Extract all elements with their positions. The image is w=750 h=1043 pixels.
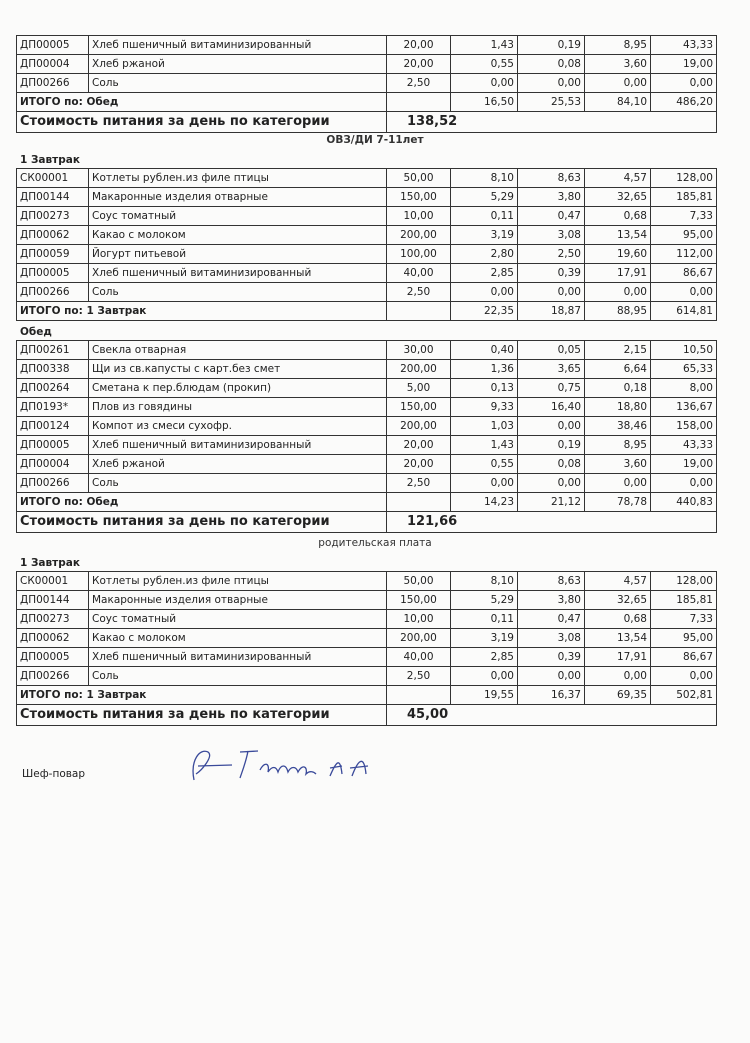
item-calories: 95,00	[651, 226, 717, 245]
item-protein: 1,36	[451, 360, 518, 379]
item-name: Соус томатный	[89, 207, 387, 226]
item-quantity: 5,00	[387, 379, 451, 398]
item-code: СК00001	[17, 169, 89, 188]
item-carbs: 0,00	[585, 74, 651, 93]
item-carbs: 0,00	[585, 283, 651, 302]
item-fat: 0,00	[518, 667, 585, 686]
item-fat: 0,00	[518, 417, 585, 436]
item-carbs: 0,18	[585, 379, 651, 398]
item-quantity: 2,50	[387, 74, 451, 93]
table-row	[17, 360, 717, 379]
item-quantity: 20,00	[387, 436, 451, 455]
item-carbs: 3,60	[585, 455, 651, 474]
item-carbs: 0,68	[585, 610, 651, 629]
item-calories: 43,33	[651, 36, 717, 55]
menu-table	[16, 340, 717, 533]
item-protein: 0,11	[451, 610, 518, 629]
table-row	[17, 436, 717, 455]
item-protein: 0,00	[451, 667, 518, 686]
item-name: Хлеб пшеничный витаминизированный	[89, 436, 387, 455]
total-value: 14,23	[451, 493, 518, 512]
item-fat: 8,63	[518, 572, 585, 591]
item-code: ДП00004	[17, 55, 89, 74]
table-row	[17, 417, 717, 436]
item-protein: 0,00	[451, 474, 518, 493]
item-protein: 0,55	[451, 455, 518, 474]
item-quantity: 10,00	[387, 207, 451, 226]
item-fat: 16,40	[518, 398, 585, 417]
item-fat: 3,65	[518, 360, 585, 379]
item-name: Соль	[89, 74, 387, 93]
table-row	[17, 169, 717, 188]
item-name: Соль	[89, 283, 387, 302]
section2-breakfast-block	[16, 555, 716, 726]
item-fat: 0,39	[518, 264, 585, 283]
item-fat: 0,08	[518, 455, 585, 474]
item-protein: 9,33	[451, 398, 518, 417]
item-name: Йогурт питьевой	[89, 245, 387, 264]
item-calories: 86,67	[651, 648, 717, 667]
item-calories: 10,50	[651, 341, 717, 360]
item-protein: 0,00	[451, 74, 518, 93]
total-value: 440,83	[651, 493, 717, 512]
table-row	[17, 572, 717, 591]
total-value: 88,95	[585, 302, 651, 321]
item-fat: 3,80	[518, 188, 585, 207]
item-carbs: 8,95	[585, 436, 651, 455]
item-code: ДП00005	[17, 36, 89, 55]
item-calories: 19,00	[651, 55, 717, 74]
item-fat: 0,00	[518, 474, 585, 493]
total-blank	[387, 493, 451, 512]
item-fat: 3,08	[518, 629, 585, 648]
chef-label: Шеф-повар	[22, 768, 86, 780]
item-name: Какао с молоком	[89, 629, 387, 648]
table-row	[17, 667, 717, 686]
table-row	[17, 245, 717, 264]
item-calories: 128,00	[651, 169, 717, 188]
total-row	[17, 93, 717, 112]
total-blank	[387, 686, 451, 705]
total-label: ИТОГО по: Обед	[17, 493, 387, 512]
item-carbs: 4,57	[585, 169, 651, 188]
item-code: ДП00062	[17, 629, 89, 648]
item-carbs: 38,46	[585, 417, 651, 436]
item-quantity: 40,00	[387, 264, 451, 283]
item-quantity: 2,50	[387, 667, 451, 686]
total-value: 614,81	[651, 302, 717, 321]
item-quantity: 150,00	[387, 188, 451, 207]
item-carbs: 0,00	[585, 474, 651, 493]
item-code: ДП0193*	[17, 398, 89, 417]
item-code: ДП00266	[17, 474, 89, 493]
table-row	[17, 264, 717, 283]
item-carbs: 13,54	[585, 629, 651, 648]
item-protein: 1,43	[451, 36, 518, 55]
item-name: Хлеб ржаной	[89, 455, 387, 474]
section-title-ovz: ОВЗ/ДИ 7-11лет	[326, 134, 424, 146]
table-row	[17, 55, 717, 74]
item-carbs: 18,80	[585, 398, 651, 417]
item-name: Щи из св.капусты с карт.без смет	[89, 360, 387, 379]
item-fat: 0,19	[518, 436, 585, 455]
menu-table	[16, 571, 717, 726]
total-row	[17, 686, 717, 705]
item-fat: 2,50	[518, 245, 585, 264]
table-row	[17, 629, 717, 648]
item-calories: 112,00	[651, 245, 717, 264]
section-title-parent-fee: родительская плата	[318, 537, 432, 549]
item-quantity: 40,00	[387, 648, 451, 667]
item-calories: 128,00	[651, 572, 717, 591]
item-code: ДП00338	[17, 360, 89, 379]
item-quantity: 150,00	[387, 398, 451, 417]
menu-table	[16, 168, 717, 321]
item-quantity: 200,00	[387, 417, 451, 436]
item-name: Хлеб пшеничный витаминизированный	[89, 648, 387, 667]
table-row	[17, 74, 717, 93]
item-protein: 5,29	[451, 591, 518, 610]
item-name: Соль	[89, 667, 387, 686]
item-code: ДП00261	[17, 341, 89, 360]
item-name: Соль	[89, 474, 387, 493]
item-code: ДП00144	[17, 591, 89, 610]
item-name: Какао с молоком	[89, 226, 387, 245]
item-protein: 1,03	[451, 417, 518, 436]
item-quantity: 20,00	[387, 455, 451, 474]
item-protein: 3,19	[451, 629, 518, 648]
item-quantity: 20,00	[387, 55, 451, 74]
item-fat: 0,39	[518, 648, 585, 667]
item-carbs: 13,54	[585, 226, 651, 245]
item-quantity: 200,00	[387, 360, 451, 379]
item-code: ДП00273	[17, 207, 89, 226]
item-name: Хлеб пшеничный витаминизированный	[89, 36, 387, 55]
daily-cost-value: 45,00	[387, 705, 717, 726]
table-row	[17, 591, 717, 610]
item-quantity: 150,00	[387, 591, 451, 610]
table-row	[17, 207, 717, 226]
item-carbs: 0,68	[585, 207, 651, 226]
item-calories: 43,33	[651, 436, 717, 455]
item-carbs: 3,60	[585, 55, 651, 74]
item-protein: 3,19	[451, 226, 518, 245]
table-row	[17, 283, 717, 302]
item-calories: 0,00	[651, 474, 717, 493]
total-value: 21,12	[518, 493, 585, 512]
signature	[180, 740, 410, 794]
daily-cost-label: Стоимость питания за день по категории	[17, 112, 387, 133]
item-quantity: 10,00	[387, 610, 451, 629]
daily-cost-row	[17, 705, 717, 726]
daily-cost-label: Стоимость питания за день по категории	[17, 512, 387, 533]
item-calories: 7,33	[651, 610, 717, 629]
table-row	[17, 36, 717, 55]
item-calories: 65,33	[651, 360, 717, 379]
handwritten-signature-icon	[180, 740, 410, 790]
item-calories: 86,67	[651, 264, 717, 283]
total-label: ИТОГО по: 1 Завтрак	[17, 302, 387, 321]
item-fat: 0,00	[518, 283, 585, 302]
item-protein: 0,13	[451, 379, 518, 398]
item-name: Хлеб пшеничный витаминизированный	[89, 264, 387, 283]
item-code: ДП00266	[17, 74, 89, 93]
item-calories: 136,67	[651, 398, 717, 417]
item-protein: 5,29	[451, 188, 518, 207]
total-value: 22,35	[451, 302, 518, 321]
item-carbs: 8,95	[585, 36, 651, 55]
item-protein: 8,10	[451, 572, 518, 591]
item-name: Хлеб ржаной	[89, 55, 387, 74]
item-code: СК00001	[17, 572, 89, 591]
daily-cost-value: 138,52	[387, 112, 717, 133]
item-name: Котлеты рублен.из филе птицы	[89, 572, 387, 591]
item-calories: 19,00	[651, 455, 717, 474]
item-code: ДП00004	[17, 455, 89, 474]
item-code: ДП00124	[17, 417, 89, 436]
item-carbs: 17,91	[585, 264, 651, 283]
item-carbs: 17,91	[585, 648, 651, 667]
total-value: 16,37	[518, 686, 585, 705]
item-fat: 0,05	[518, 341, 585, 360]
table-row	[17, 226, 717, 245]
item-code: ДП00005	[17, 264, 89, 283]
item-fat: 0,47	[518, 610, 585, 629]
item-name: Соус томатный	[89, 610, 387, 629]
item-quantity: 20,00	[387, 36, 451, 55]
item-fat: 0,00	[518, 74, 585, 93]
item-code: ДП00062	[17, 226, 89, 245]
item-name: Свекла отварная	[89, 341, 387, 360]
item-calories: 0,00	[651, 283, 717, 302]
item-calories: 8,00	[651, 379, 717, 398]
table-row	[17, 648, 717, 667]
total-value: 18,87	[518, 302, 585, 321]
item-quantity: 2,50	[387, 474, 451, 493]
total-value: 19,55	[451, 686, 518, 705]
item-carbs: 0,00	[585, 667, 651, 686]
daily-cost-row	[17, 512, 717, 533]
item-code: ДП00266	[17, 667, 89, 686]
menu-table	[16, 35, 717, 133]
item-code: ДП00273	[17, 610, 89, 629]
total-row	[17, 302, 717, 321]
item-quantity: 30,00	[387, 341, 451, 360]
item-name: Котлеты рублен.из филе птицы	[89, 169, 387, 188]
total-value: 486,20	[651, 93, 717, 112]
item-fat: 0,47	[518, 207, 585, 226]
item-fat: 8,63	[518, 169, 585, 188]
item-fat: 0,08	[518, 55, 585, 74]
total-row	[17, 493, 717, 512]
meal-heading: 1 Завтрак	[20, 557, 80, 569]
item-calories: 158,00	[651, 417, 717, 436]
item-protein: 0,55	[451, 55, 518, 74]
item-fat: 3,08	[518, 226, 585, 245]
table-row	[17, 610, 717, 629]
item-fat: 0,75	[518, 379, 585, 398]
total-value: 502,81	[651, 686, 717, 705]
item-protein: 2,85	[451, 648, 518, 667]
table-row	[17, 188, 717, 207]
item-protein: 0,11	[451, 207, 518, 226]
item-quantity: 100,00	[387, 245, 451, 264]
total-value: 84,10	[585, 93, 651, 112]
item-calories: 95,00	[651, 629, 717, 648]
item-code: ДП00005	[17, 436, 89, 455]
total-label: ИТОГО по: Обед	[17, 93, 387, 112]
item-calories: 185,81	[651, 591, 717, 610]
table-row	[17, 379, 717, 398]
item-code: ДП00264	[17, 379, 89, 398]
daily-cost-label: Стоимость питания за день по категории	[17, 705, 387, 726]
table-row	[17, 398, 717, 417]
item-protein: 0,40	[451, 341, 518, 360]
item-quantity: 50,00	[387, 572, 451, 591]
total-value: 25,53	[518, 93, 585, 112]
daily-cost-value: 121,66	[387, 512, 717, 533]
item-quantity: 200,00	[387, 226, 451, 245]
section1-breakfast-block	[16, 152, 716, 321]
item-quantity: 50,00	[387, 169, 451, 188]
item-protein: 1,43	[451, 436, 518, 455]
table-row	[17, 455, 717, 474]
item-name: Макаронные изделия отварные	[89, 188, 387, 207]
item-carbs: 2,15	[585, 341, 651, 360]
total-value: 69,35	[585, 686, 651, 705]
item-calories: 185,81	[651, 188, 717, 207]
item-fat: 0,19	[518, 36, 585, 55]
item-code: ДП00005	[17, 648, 89, 667]
item-carbs: 6,64	[585, 360, 651, 379]
item-protein: 8,10	[451, 169, 518, 188]
item-carbs: 32,65	[585, 188, 651, 207]
item-name: Макаронные изделия отварные	[89, 591, 387, 610]
table-row	[17, 474, 717, 493]
total-blank	[387, 302, 451, 321]
item-calories: 0,00	[651, 667, 717, 686]
item-calories: 7,33	[651, 207, 717, 226]
item-code: ДП00266	[17, 283, 89, 302]
meal-heading: 1 Завтрак	[20, 154, 80, 166]
item-quantity: 200,00	[387, 629, 451, 648]
item-carbs: 19,60	[585, 245, 651, 264]
total-value: 78,78	[585, 493, 651, 512]
item-name: Сметана к пер.блюдам (прокип)	[89, 379, 387, 398]
daily-cost-row	[17, 112, 717, 133]
item-fat: 3,80	[518, 591, 585, 610]
item-protein: 2,85	[451, 264, 518, 283]
total-label: ИТОГО по: 1 Завтрак	[17, 686, 387, 705]
item-carbs: 32,65	[585, 591, 651, 610]
total-blank	[387, 93, 451, 112]
item-quantity: 2,50	[387, 283, 451, 302]
total-value: 16,50	[451, 93, 518, 112]
section0-table-block	[16, 35, 716, 133]
item-code: ДП00059	[17, 245, 89, 264]
item-protein: 0,00	[451, 283, 518, 302]
item-carbs: 4,57	[585, 572, 651, 591]
section1-lunch-block	[16, 324, 716, 533]
item-code: ДП00144	[17, 188, 89, 207]
item-name: Компот из смеси сухофр.	[89, 417, 387, 436]
table-row	[17, 341, 717, 360]
meal-heading: Обед	[20, 326, 52, 338]
item-calories: 0,00	[651, 74, 717, 93]
item-name: Плов из говядины	[89, 398, 387, 417]
item-protein: 2,80	[451, 245, 518, 264]
